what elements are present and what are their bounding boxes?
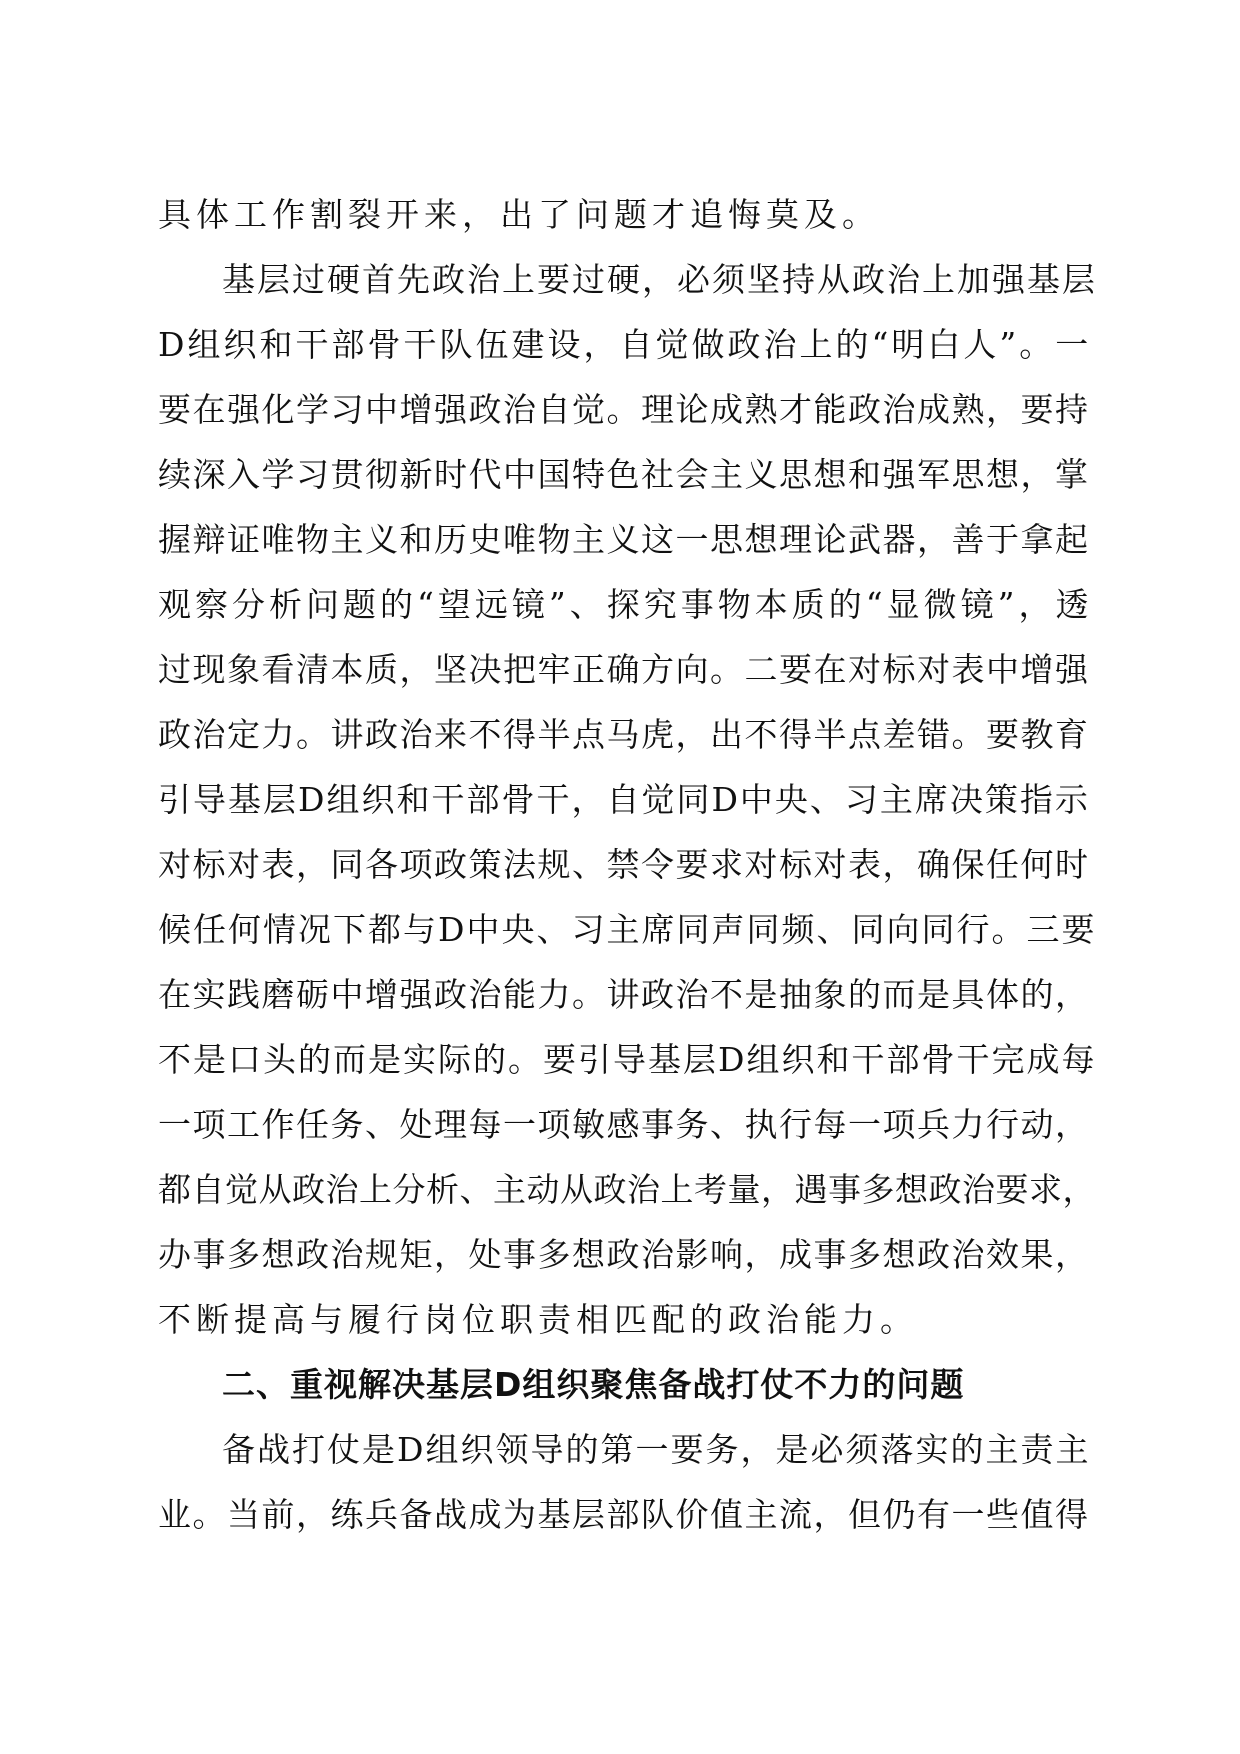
text-line: 基层过硬首先政治上要过硬，必须坚持从政治上加强基层 [222,260,1097,299]
text-line: 观察分析问题的“望远镜”、探究事物本质的“显微镜”，透 [158,585,1093,624]
text-line: 握辩证唯物主义和历史唯物主义这一思想理论武器，善于拿起 [158,520,1090,559]
text-line: 不断提高与履行岗位职责相匹配的政治能力。 [158,1300,918,1339]
text-line: 备战打仗是D组织领导的第一要务，是必须落实的主责主 [222,1430,1091,1469]
text-line: 续深入学习贯彻新时代中国特色社会主义思想和强军思想，掌 [158,455,1090,494]
text-line: 不是口头的而是实际的。要引导基层D组织和干部骨干完成每 [158,1040,1097,1079]
text-line: 政治定力。讲政治来不得半点马虎，出不得半点差错。要教育 [158,715,1090,754]
text-line: 要在强化学习中增强政治自觉。理论成熟才能政治成熟，要持 [158,390,1090,429]
text-line: D组织和干部骨干队伍建设，自觉做政治上的“明白人”。一 [158,325,1092,364]
text-line: 具体工作割裂开来，出了问题才追悔莫及。 [158,195,880,234]
text-line: 一项工作任务、处理每一项敏感事务、执行每一项兵力行动， [158,1105,1090,1144]
text-line: 在实践磨砺中增强政治能力。讲政治不是抽象的而是具体的， [158,975,1090,1014]
section-heading: 二、重视解决基层D组织聚焦备战打仗不力的问题 [222,1365,965,1404]
text-line: 办事多想政治规矩，处事多想政治影响，成事多想政治效果， [158,1235,1090,1274]
text-line: 业。当前，练兵备战成为基层部队价值主流，但仍有一些值得 [158,1495,1090,1534]
text-line: 候任何情况下都与D中央、习主席同声同频、同向同行。三要 [158,910,1097,949]
text-line: 对标对表，同各项政策法规、禁令要求对标对表，确保任何时 [158,845,1090,884]
text-line: 过现象看清本质，坚决把牢正确方向。二要在对标对表中增强 [158,650,1090,689]
text-line: 引导基层D组织和干部骨干，自觉同D中央、习主席决策指示 [158,780,1090,819]
text-line: 都自觉从政治上分析、主动从政治上考量，遇事多想政治要求， [158,1170,1096,1209]
